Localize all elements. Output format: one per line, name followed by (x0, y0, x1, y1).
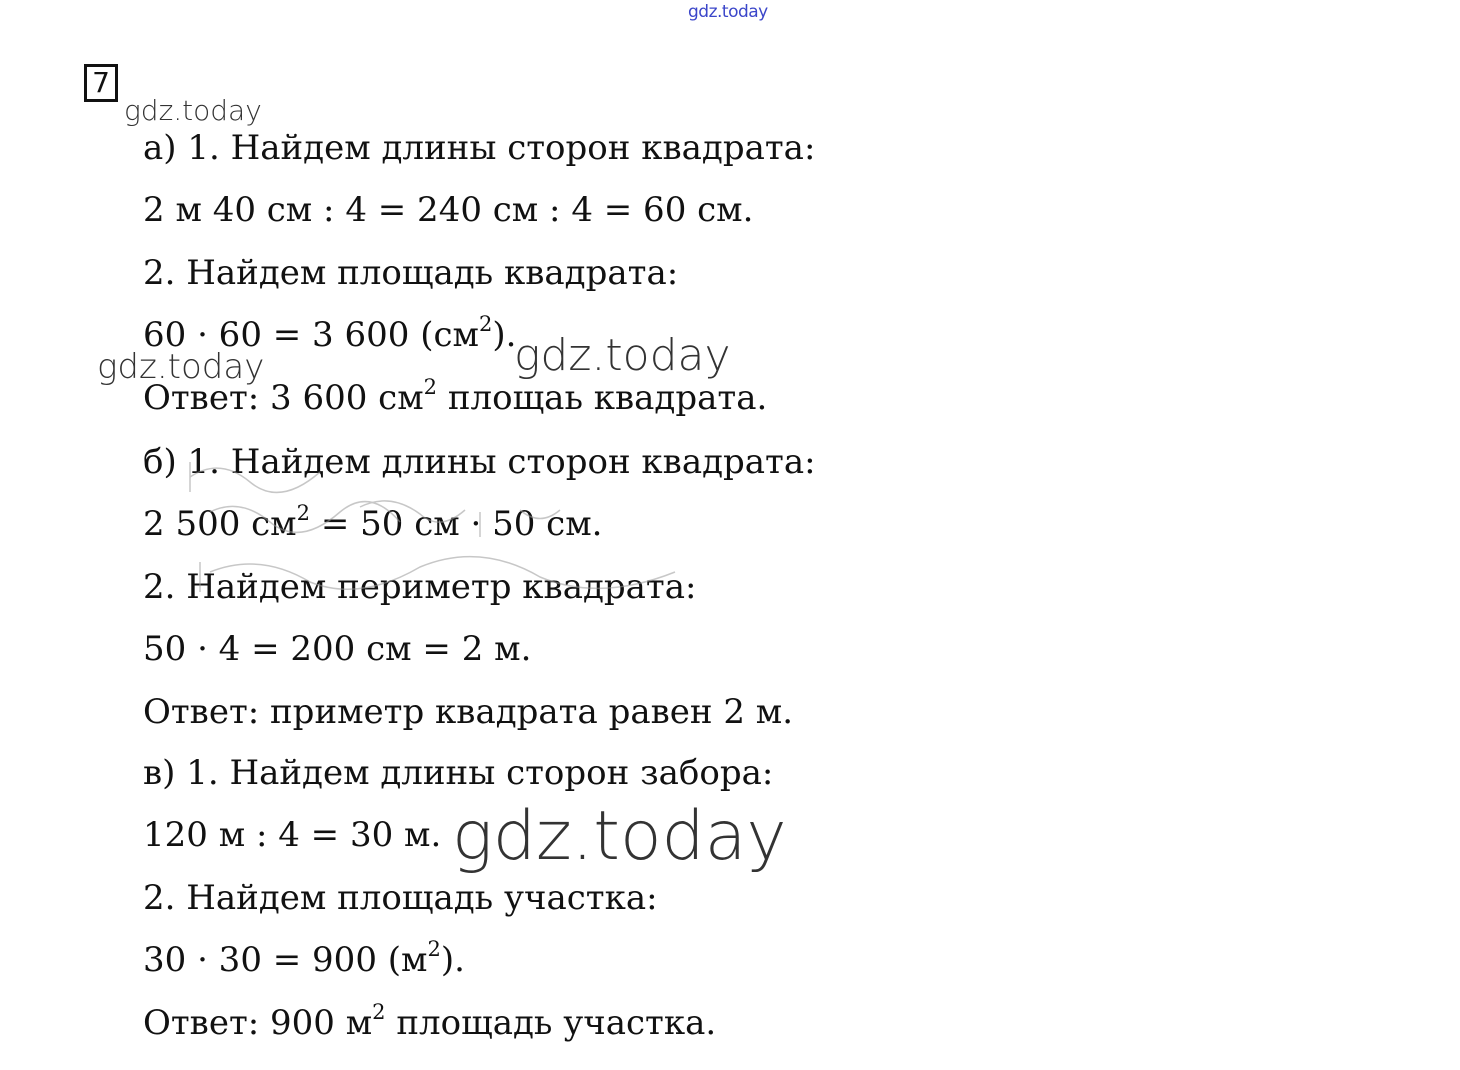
part-c-step1: в) 1. Найдем длины сторон забора: (143, 753, 774, 793)
problem-number: 7 (92, 66, 110, 99)
part-c-calc2-main: 30 · 30 = 900 (м (143, 940, 428, 980)
part-b-calc1-end: = 50 см · 50 см. (310, 504, 603, 544)
part-b-calc1-main: 2 500 см (143, 504, 297, 544)
watermark-left: gdz.today (97, 347, 265, 387)
watermark-large: gdz.today (452, 797, 787, 876)
problem-number-box (84, 64, 118, 102)
part-c-step2: 2. Найдем площадь участка: (143, 878, 658, 918)
watermark-middle: gdz.today (514, 330, 731, 381)
part-a-step2: 2. Найдем площадь квадрата: (143, 253, 679, 293)
part-a-calc2-exp: 2 (478, 312, 493, 336)
part-b-calc2: 50 · 4 = 200 см = 2 м. (143, 629, 532, 669)
part-a-step1: а) 1. Найдем длины сторон квадрата: (143, 128, 816, 168)
part-a-answer-main: Ответ: 3 600 см (143, 378, 424, 418)
part-b-answer: Ответ: приметр квадрата равен 2 м. (143, 692, 794, 732)
watermark-small: gdz.today (124, 94, 262, 127)
part-c-answer-end: площадь участка. (385, 1003, 717, 1043)
part-c-answer (143, 1000, 717, 1043)
part-c-calc2-exp: 2 (427, 937, 441, 961)
part-a-answer-exp: 2 (423, 375, 438, 399)
part-c-answer-exp: 2 (372, 1000, 386, 1024)
part-b-step1: б) 1. Найдем длины сторон квадрата: (143, 442, 816, 482)
part-a-answer-end: площаь квадрата. (437, 378, 768, 418)
part-c-calc1: 120 м : 4 = 30 м. (143, 815, 442, 855)
part-a-calc2 (143, 312, 517, 355)
part-c-calc2 (143, 937, 465, 980)
part-c-answer-main: Ответ: 900 м (143, 1003, 373, 1043)
part-a-calc1: 2 м 40 см : 4 = 240 см : 4 = 60 см. (143, 190, 754, 230)
part-b-calc1 (143, 501, 603, 544)
part-a-answer (143, 375, 768, 418)
part-b-step2: 2. Найдем периметр квадрата: (143, 567, 697, 607)
part-b-calc1-exp: 2 (296, 501, 311, 525)
part-a-calc2-end: ). (492, 315, 517, 355)
watermark-top: gdz.today (688, 2, 768, 22)
part-a-calc2-main: 60 · 60 = 3 600 (см (143, 315, 479, 355)
part-c-calc2-end: ). (440, 940, 465, 980)
